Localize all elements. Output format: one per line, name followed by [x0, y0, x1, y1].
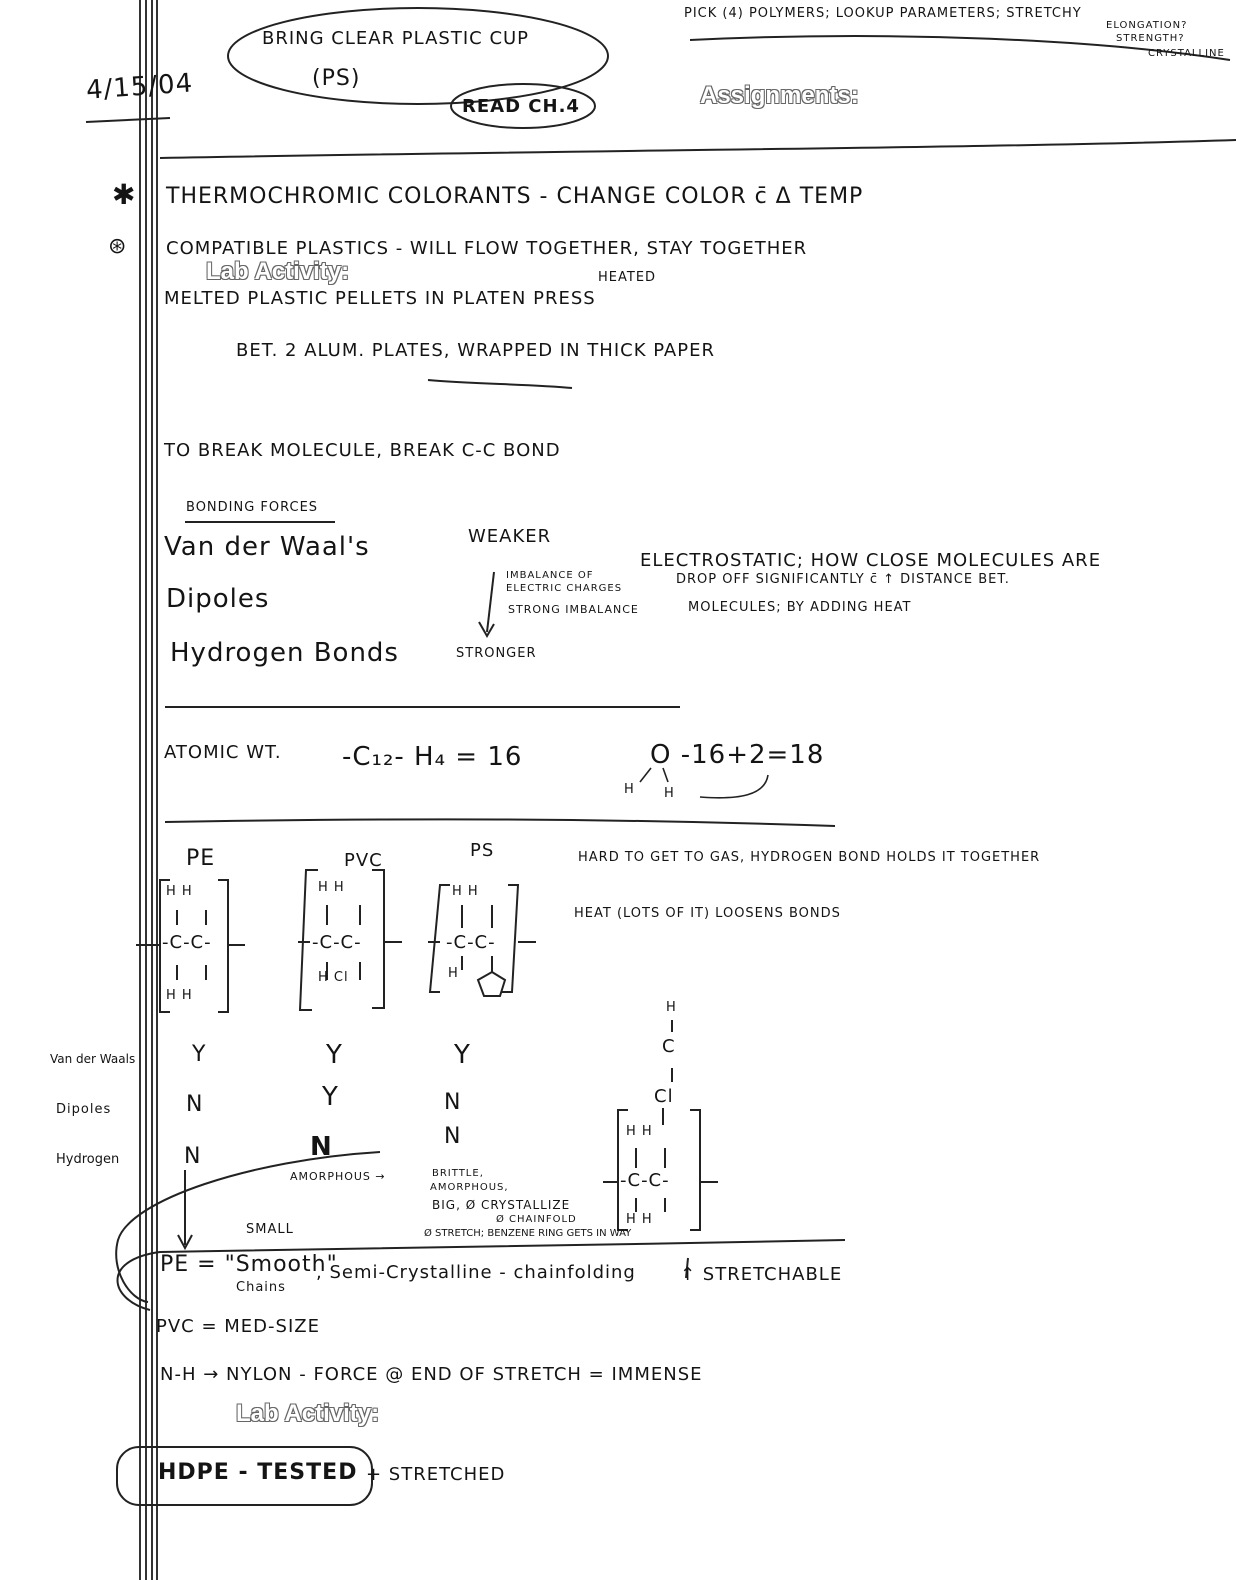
water-h-left: H [624, 782, 635, 797]
pick-polymers-note: PICK (4) POLYMERS; LOOKUP PARAMETERS; STRETCHY [684, 6, 1082, 21]
ps-vdw: Y [454, 1040, 471, 1070]
imbalance-line-1: IMBALANCE OF [506, 570, 594, 581]
pvc-vdw: Y [326, 1040, 343, 1070]
heat-loosens-note: HEAT (LOTS OF IT) LOOSENS BONDS [574, 906, 841, 921]
stretch-benzene-note: Ø STRETCH; BENZENE RING GETS IN WAY [424, 1228, 632, 1239]
header-strokes [86, 8, 1236, 826]
brittle-line-3: BIG, Ø CRYSTALLIZE [432, 1198, 571, 1212]
chains-note: Chains [236, 1280, 286, 1295]
carbon-weight: -C₁₂- H₄ = 16 [342, 742, 523, 772]
margin-lines [140, 0, 157, 1580]
pe-atoms-top: H H [166, 884, 193, 899]
pvc-med-size: PVC = MED-SIZE [156, 1316, 320, 1337]
ps-atoms-bottom: H [448, 966, 459, 981]
compatible-plastics-note: COMPATIBLE PLASTICS - WILL FLOW TOGETHER, STAY TOGETHER [166, 238, 808, 259]
stretchable-note: ↑ STRETCHABLE [680, 1264, 843, 1285]
pvc-atoms-bottom: H Cl [318, 970, 349, 985]
polymer-ps: PS [470, 840, 495, 861]
brittle-line-1: BRITTLE, [432, 1168, 484, 1179]
row-label-dipoles: Dipoles [56, 1102, 112, 1117]
pe-dipoles: N [186, 1092, 204, 1117]
vinyl-atoms-bottom: H H [626, 1212, 653, 1227]
heated-note: HEATED [598, 270, 657, 285]
break-molecule-note: TO BREAK MOLECULE, BREAK C-C BOND [164, 440, 561, 461]
pe-atoms-mid: -C-C- [162, 932, 212, 953]
pvc-atoms-top: H H [318, 880, 345, 895]
read-chapter: READ CH.4 [462, 96, 580, 117]
vinyl-atom-h-top: H [666, 1000, 677, 1015]
vinyl-structure [603, 1020, 718, 1230]
bring-cup-note: BRING CLEAR PLASTIC CUP [262, 28, 530, 49]
hdpe-tested: HDPE - TESTED [158, 1460, 358, 1485]
pvc-atoms-mid: -C-C- [312, 932, 362, 953]
electrostatic-note: ELECTROSTATIC; HOW CLOSE MOLECULES ARE [640, 550, 1102, 571]
polymer-pvc: PVC [344, 850, 383, 871]
small-note: SMALL [246, 1222, 294, 1237]
water-h-right: H [664, 786, 675, 801]
vinyl-atoms-mid: -C-C- [620, 1170, 670, 1191]
thermochromic-note: THERMOCHROMIC COLORANTS - CHANGE COLOR c̄ Δ TEMP [166, 184, 864, 209]
ps-atoms-top: H H [452, 884, 479, 899]
aluminum-plates-note: BET. 2 ALUM. PLATES, WRAPPED IN THICK PAPER [236, 340, 715, 361]
brittle-line-2: AMORPHOUS, [430, 1182, 509, 1193]
pvc-dipoles: Y [322, 1082, 339, 1112]
star-icon: ✱ [112, 178, 137, 211]
pe-vdw: Y [192, 1042, 207, 1067]
strength-arrow [479, 572, 494, 636]
pe-smooth: PE = "Smooth" [160, 1252, 338, 1277]
vinyl-atom-cl: Cl [654, 1086, 674, 1107]
pe-atoms-bottom: H H [166, 988, 193, 1003]
nylon-note: N-H → NYLON - FORCE @ END OF STRETCH = IMMENSE [160, 1364, 703, 1385]
vinyl-atom-c: C [662, 1036, 676, 1057]
force-van-der-waals: Van der Waal's [164, 532, 370, 562]
atomic-weight-label: ATOMIC WT. [164, 742, 282, 763]
lab-activity-label-2: Lab Activity: [236, 1400, 380, 1427]
pvc-hydrogen: N [310, 1132, 333, 1162]
date: 4/15/04 [85, 68, 195, 106]
circled-star-icon: ⊛ [108, 234, 128, 259]
weaker-label: WEAKER [468, 526, 552, 547]
melted-pellets-note: MELTED PLASTIC PELLETS IN PLATEN PRESS [164, 288, 596, 309]
pe-hydrogen: N [184, 1144, 202, 1169]
water-bonds [640, 768, 768, 798]
semi-crystalline-note: , Semi-Crystalline - chainfolding [316, 1262, 636, 1283]
hard-to-gas-note: HARD TO GET TO GAS, HYDROGEN BOND HOLDS IT TOGETHER [578, 850, 1041, 865]
ps-hydrogen: N [444, 1124, 462, 1149]
row-label-van-der-waals: Van der Waals [50, 1052, 136, 1066]
bonding-forces-heading: BONDING FORCES [186, 500, 319, 515]
molecules-heat-note: MOLECULES; BY ADDING HEAT [688, 600, 912, 615]
imbalance-line-3: STRONG IMBALANCE [508, 603, 639, 616]
assignments-label: Assignments: [700, 82, 859, 109]
chainfold-note: Ø CHAINFOLD [496, 1214, 577, 1225]
stretched-note: + STRETCHED [366, 1464, 506, 1485]
stronger-label: STRONGER [456, 646, 537, 661]
amorphous-note: AMORPHOUS → [290, 1170, 386, 1183]
drop-off-note: DROP OFF SIGNIFICANTLY c̄ ↑ DISTANCE BET. [676, 572, 1010, 587]
ps-note: (PS) [312, 66, 361, 91]
imbalance-line-2: ELECTRIC CHARGES [506, 583, 623, 594]
pick-strength: STRENGTH? [1116, 33, 1185, 44]
force-hydrogen-bonds: Hydrogen Bonds [170, 638, 399, 668]
ps-dipoles: N [444, 1090, 462, 1115]
water-weight: O -16+2=18 [650, 740, 825, 770]
lab-activity-label-1: Lab Activity: [206, 258, 350, 285]
force-dipoles: Dipoles [166, 584, 270, 614]
pick-crystalline: CRYSTALLINE [1148, 48, 1225, 59]
pick-elongation: ELONGATION? [1106, 20, 1188, 31]
polymer-pe: PE [186, 846, 216, 871]
row-label-hydrogen: Hydrogen [56, 1152, 120, 1167]
ps-atoms-mid: -C-C- [446, 932, 496, 953]
vinyl-atoms-top: H H [626, 1124, 653, 1139]
